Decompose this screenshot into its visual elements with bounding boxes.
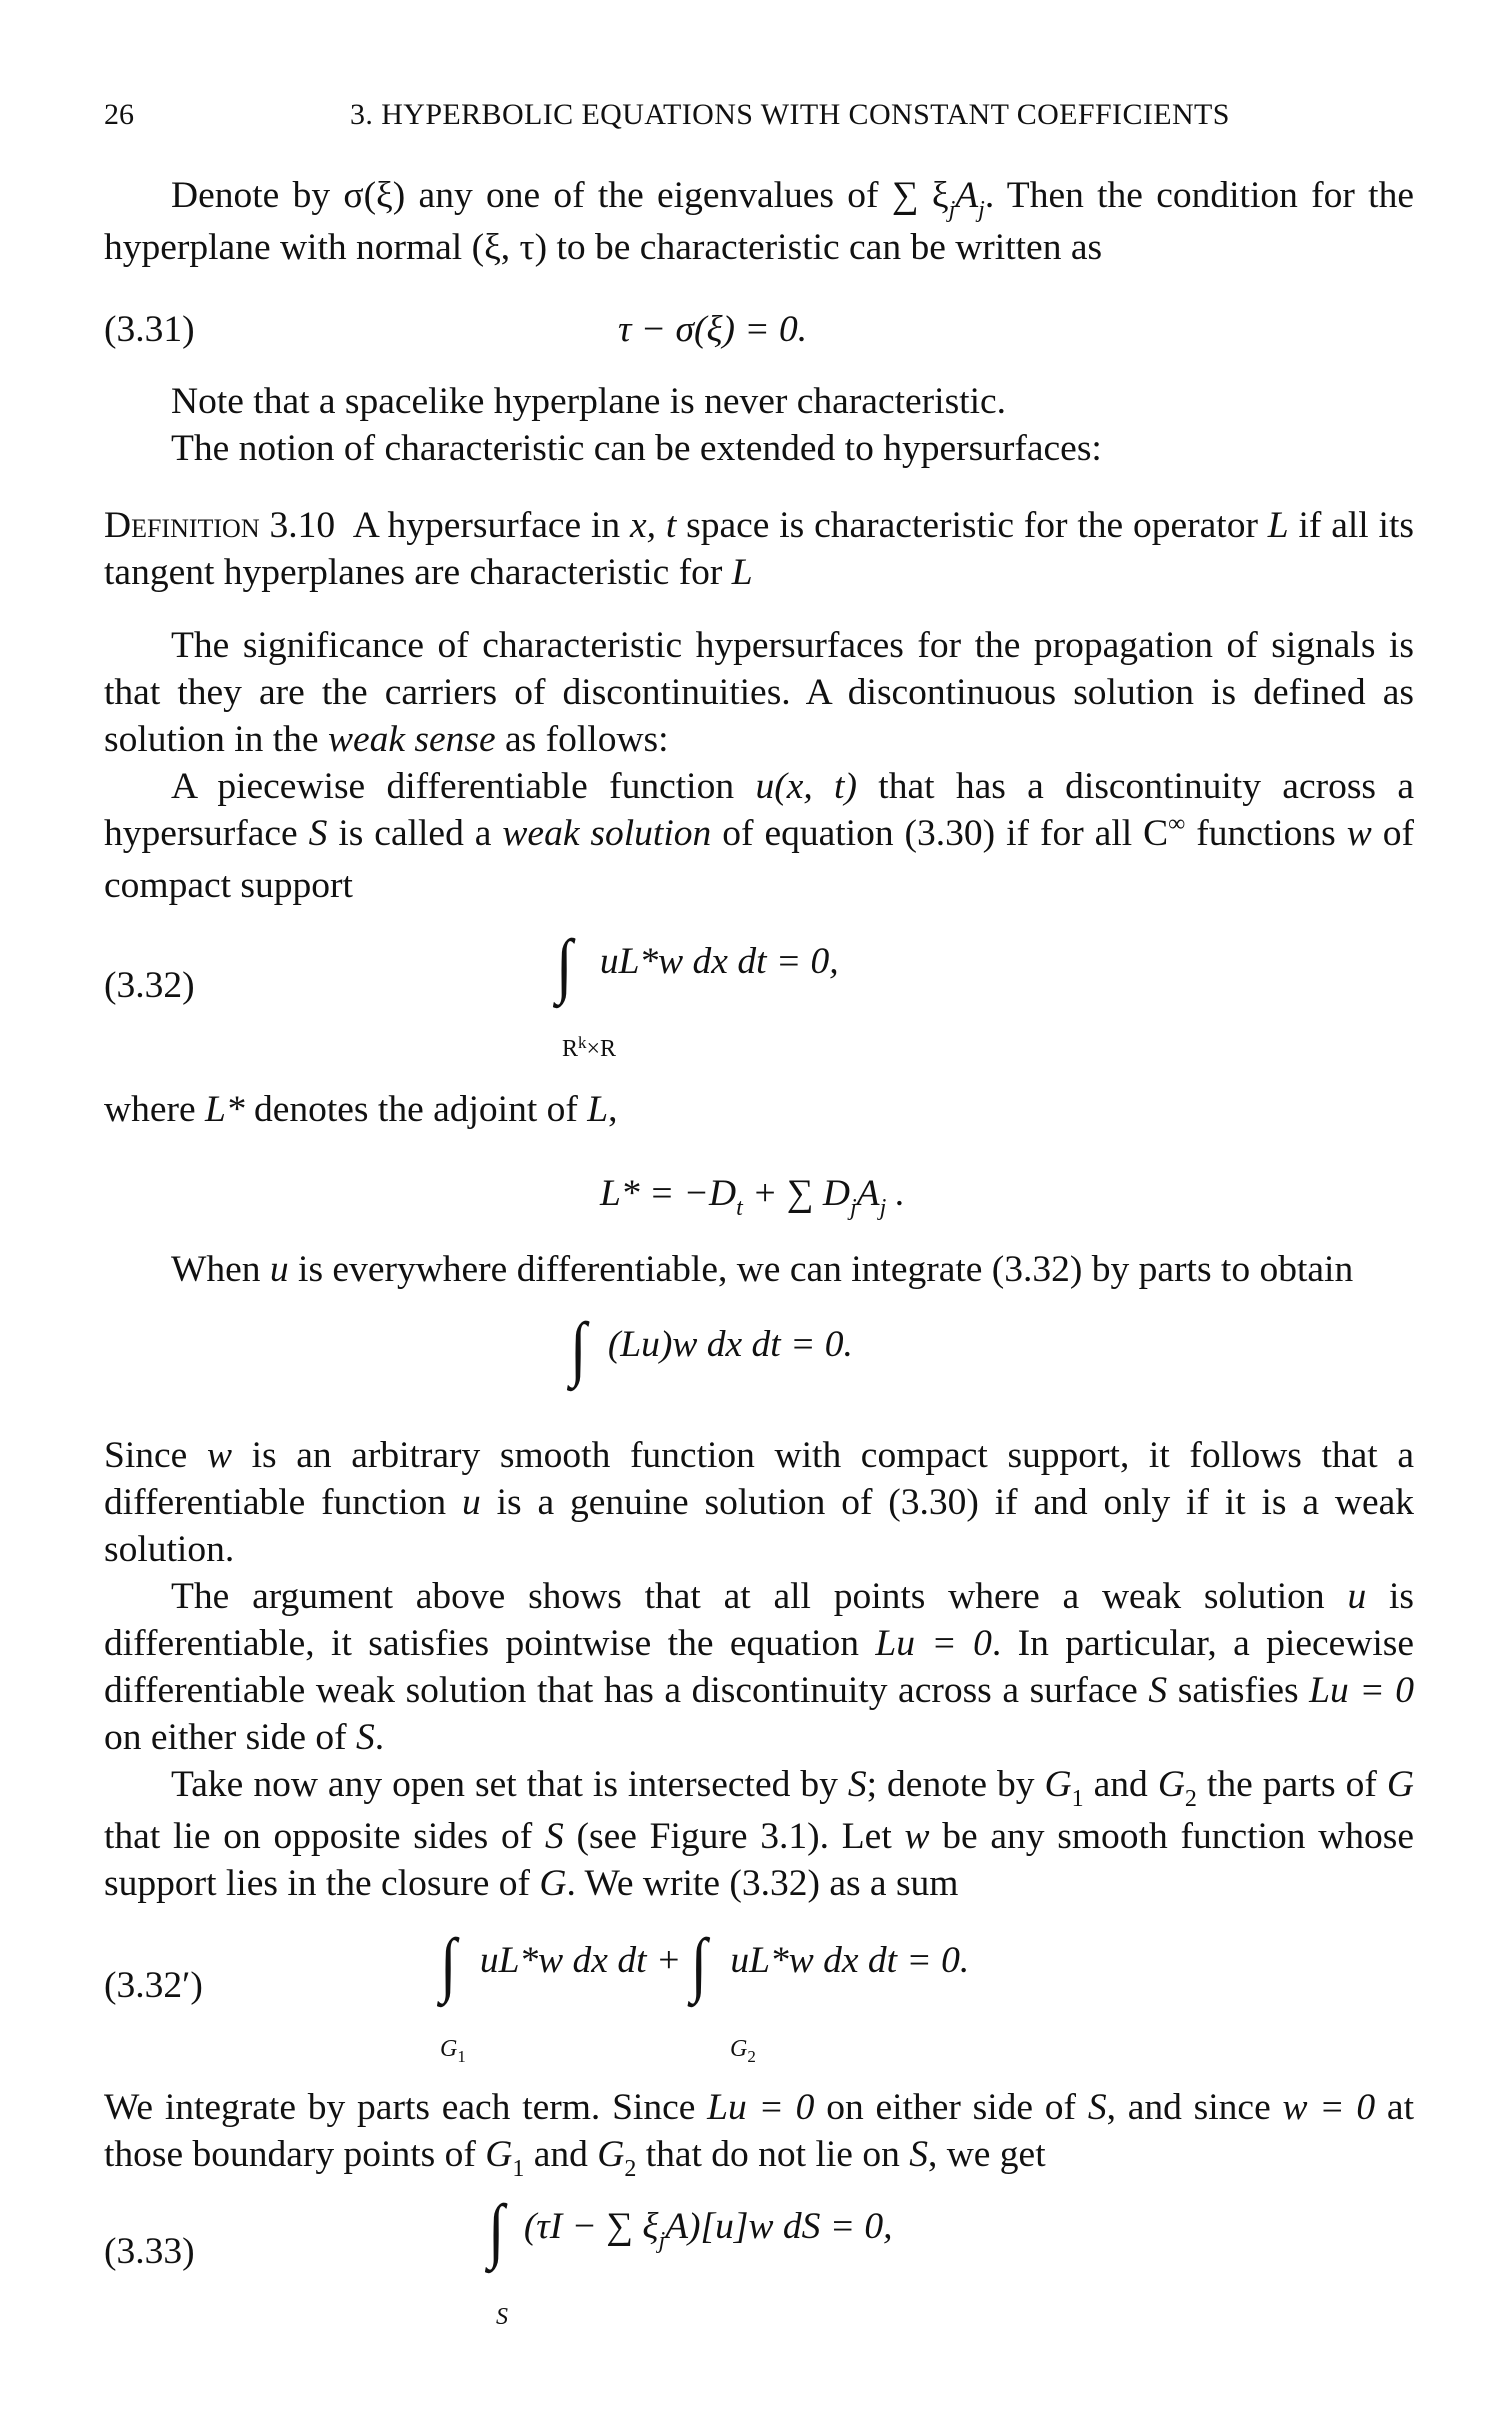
running-header: 3. HYPERBOLIC EQUATIONS WITH CONSTANT COEFFICIENTS bbox=[350, 98, 1230, 131]
equation-3-32-prime-term1: uL*w dx dt + bbox=[479, 1940, 691, 1981]
paragraph-spacelike: Note that a spacelike hyperplane is never characteristic. bbox=[171, 381, 1007, 422]
p6-c: , bbox=[608, 1089, 618, 1130]
equation-number-3-32-prime: (3.32′) bbox=[104, 1965, 203, 2006]
p11-e: and bbox=[524, 2134, 598, 2175]
p8-a: Since bbox=[104, 1435, 207, 1476]
p9-S2: S bbox=[356, 1717, 375, 1758]
p10-S2: S bbox=[545, 1816, 564, 1857]
domain-k: k bbox=[578, 1033, 587, 1052]
eq333-j: j bbox=[658, 2228, 666, 2254]
page-number: 26 bbox=[104, 98, 134, 131]
p6-b: denotes the adjoint of bbox=[244, 1089, 588, 1130]
p11-d: at those boundary points of bbox=[104, 2087, 1414, 2175]
lim-g2-sub: 2 bbox=[747, 2047, 756, 2066]
equation-by-parts bbox=[570, 1308, 853, 1388]
adj-A: A bbox=[856, 1173, 880, 1214]
adj-j2: j bbox=[879, 1195, 887, 1221]
p7-a: When bbox=[171, 1249, 270, 1290]
p9-b: is differentiable, it satisfies pointwise the equation bbox=[104, 1576, 1415, 1664]
p8-w: w bbox=[206, 1435, 232, 1476]
p9-a: The argument above shows that at all points where a weak solution bbox=[171, 1576, 1348, 1617]
p10-G3: G bbox=[539, 1863, 567, 1904]
equation-number-3-32: (3.32) bbox=[104, 965, 195, 1006]
p10-h: . We write (3.32) as a sum bbox=[566, 1863, 959, 1904]
equation-3-32-integrand: uL*w dx dt = 0, bbox=[599, 941, 839, 982]
integral-limit-s: S bbox=[496, 2304, 508, 2330]
paragraph-arbitrary bbox=[104, 1432, 1414, 1573]
p1-text-c: . Then the condition for the hyperplane with normal (ξ, τ) to be characteristic can be written as bbox=[104, 175, 1414, 268]
p7-b: is everywhere differentiable, we can integrate (3.32) by parts to obtain bbox=[288, 1249, 1354, 1290]
p11-lu: Lu = 0 bbox=[707, 2087, 815, 2128]
paragraph-significance bbox=[104, 622, 1414, 763]
paragraph-argument bbox=[104, 1573, 1414, 1761]
equation-number-3-33: (3.33) bbox=[104, 2231, 195, 2272]
paragraph-open-set bbox=[104, 1761, 1414, 1907]
p6-a: where bbox=[104, 1089, 205, 1130]
p11-b: on either side of bbox=[814, 2087, 1088, 2128]
integral-sign: ∫ bbox=[556, 925, 573, 1005]
subscript-j: j bbox=[948, 197, 956, 223]
p6-L: L bbox=[587, 1089, 609, 1130]
p4-text-a: The significance of characteristic hypersurfaces for the propagation of signals is that they are the carriers of discontinuities. A discontinuous solution is defined as solution in the bbox=[104, 625, 1414, 760]
p7-u: u bbox=[269, 1249, 289, 1290]
p11-w0: w = 0 bbox=[1282, 2087, 1376, 2128]
definition-L: L bbox=[1267, 505, 1289, 546]
p10-one: 1 bbox=[1071, 1786, 1084, 1812]
p5-a: A piecewise differentiable function bbox=[171, 766, 756, 807]
p11-G1: G bbox=[485, 2134, 513, 2175]
definition-text-a: A hypersurface in bbox=[352, 505, 631, 546]
p9-u: u bbox=[1347, 1576, 1367, 1617]
adj-j: j bbox=[849, 1195, 857, 1221]
adj-end: . bbox=[886, 1173, 905, 1214]
integral-limit-g1 bbox=[440, 2026, 466, 2074]
integral-domain bbox=[562, 1026, 616, 1074]
p11-S2: S bbox=[909, 2134, 928, 2175]
integral-limit-g2 bbox=[730, 2026, 756, 2074]
p10-two: 2 bbox=[1184, 1786, 1197, 1812]
integral-sign: ∫ bbox=[570, 1308, 587, 1388]
lim-g1: G bbox=[440, 2036, 458, 2062]
p1-matrix-a: A bbox=[955, 175, 979, 216]
equation-3-32-prime bbox=[440, 1924, 970, 2004]
p5-infinity: ∞ bbox=[1168, 811, 1186, 837]
p9-S: S bbox=[1148, 1670, 1168, 1711]
p11-G2: G bbox=[597, 2134, 625, 2175]
equation-3-32 bbox=[556, 925, 839, 1005]
definition-text-b: space is characteristic for the operator bbox=[676, 505, 1268, 546]
p10-G: G bbox=[1386, 1764, 1414, 1805]
p10-w: w bbox=[904, 1816, 930, 1857]
p8-b: is an arbitrary smooth function with compact support, it follows that a differentiable function bbox=[104, 1435, 1414, 1523]
p11-f: that do not lie on bbox=[636, 2134, 910, 2175]
p9-e: on either side of bbox=[104, 1717, 357, 1758]
p11-c: , and since bbox=[1106, 2087, 1283, 2128]
definition-text-c: if all its tangent hyperplanes are characteristic for bbox=[104, 505, 1414, 593]
p10-b: ; denote by bbox=[866, 1764, 1045, 1805]
p9-lu2: Lu = 0 bbox=[1309, 1670, 1414, 1711]
p11-two: 2 bbox=[624, 2156, 637, 2182]
p9-c: . In particular, a piecewise differentiable weak solution that has a discontinuity across a surface bbox=[104, 1623, 1414, 1711]
p10-S: S bbox=[847, 1764, 867, 1805]
eq333-a: (τI − ∑ ξ bbox=[523, 2206, 659, 2247]
domain-tail: ×R bbox=[586, 1036, 617, 1062]
equation-3-33 bbox=[488, 2190, 893, 2270]
p10-G2: G bbox=[1157, 1764, 1185, 1805]
p8-c: is a genuine solution of (3.30) if and only if it is a weak solution. bbox=[104, 1482, 1414, 1570]
p11-S: S bbox=[1087, 2087, 1107, 2128]
p5-weak-solution: weak solution bbox=[502, 813, 712, 854]
p5-b: that has a discontinuity across a hypersurface bbox=[104, 766, 1415, 854]
paragraph-adjoint bbox=[104, 1086, 1414, 1133]
p6-Lstar: L* bbox=[204, 1089, 245, 1130]
p10-f: (see Figure 3.1). Let bbox=[563, 1816, 905, 1857]
lim-g1-sub: 1 bbox=[457, 2047, 466, 2066]
paragraph-integrate bbox=[104, 1246, 1414, 1293]
p5-d: of equation (3.30) if for all C bbox=[711, 813, 1169, 854]
integral-sign: ∫ bbox=[440, 1924, 457, 2004]
p9-lu: Lu = 0 bbox=[875, 1623, 992, 1664]
lim-g2: G bbox=[730, 2036, 748, 2062]
equation-3-33-body bbox=[523, 2206, 893, 2254]
definition-xt: x, t bbox=[630, 505, 677, 546]
subscript-j2: j bbox=[978, 197, 985, 223]
paragraph-weak-solution bbox=[104, 763, 1414, 909]
p5-c: is called a bbox=[327, 813, 503, 854]
equation-by-parts-formula: (Lu)w dx dt = 0. bbox=[607, 1324, 853, 1365]
definition-label: Definition 3.10 bbox=[104, 505, 336, 546]
eq333-b: A)[u]w dS = 0, bbox=[665, 2206, 893, 2247]
p8-u: u bbox=[461, 1482, 481, 1523]
adj-t: t bbox=[736, 1195, 743, 1221]
p9-f: . bbox=[374, 1717, 385, 1758]
p11-g: , we get bbox=[927, 2134, 1046, 2175]
p10-c: and bbox=[1083, 1764, 1158, 1805]
p5-e: functions bbox=[1185, 813, 1347, 854]
p5-f: of compact support bbox=[104, 813, 1414, 906]
p5-u: u(x, t) bbox=[755, 766, 857, 807]
equation-3-32-prime-term2: uL*w dx dt = 0. bbox=[730, 1940, 970, 1981]
p5-w: w bbox=[1346, 813, 1372, 854]
paragraph-integrate-terms bbox=[104, 2084, 1414, 2183]
p10-e: that lie on opposite sides of bbox=[104, 1816, 546, 1857]
paragraph-eigenvalues bbox=[104, 172, 1414, 271]
definition-3-10 bbox=[104, 502, 1414, 596]
p10-d: the parts of bbox=[1196, 1764, 1387, 1805]
p4-text-b: as follows: bbox=[495, 719, 669, 760]
domain-r: R bbox=[562, 1036, 579, 1062]
adj-mid: + ∑ D bbox=[742, 1173, 850, 1214]
p5-S: S bbox=[308, 813, 328, 854]
equation-3-31: τ − σ(ξ) = 0. bbox=[618, 309, 808, 350]
equation-number-3-31: (3.31) bbox=[104, 309, 195, 350]
definition-L2: L bbox=[731, 552, 753, 593]
p10-G1: G bbox=[1044, 1764, 1072, 1805]
p11-a: We integrate by parts each term. Since bbox=[104, 2087, 708, 2128]
p10-g: be any smooth function whose support lies in the closure of bbox=[104, 1816, 1415, 1904]
p4-weak-sense: weak sense bbox=[327, 719, 496, 760]
paragraph-notion: The notion of characteristic can be extended to hypersurfaces: bbox=[171, 428, 1102, 469]
p9-d: satisfies bbox=[1167, 1670, 1310, 1711]
p11-one: 1 bbox=[512, 2156, 525, 2182]
equation-adjoint bbox=[600, 1170, 905, 1222]
integral-sign: ∫ bbox=[690, 1924, 707, 2004]
p1-text-a: Denote by σ(ξ) any one of the eigenvalues of ∑ ξ bbox=[171, 175, 949, 216]
adj-lhs: L* = −D bbox=[600, 1173, 737, 1214]
p10-a: Take now any open set that is intersected by bbox=[171, 1764, 848, 1805]
integral-sign: ∫ bbox=[488, 2190, 505, 2270]
